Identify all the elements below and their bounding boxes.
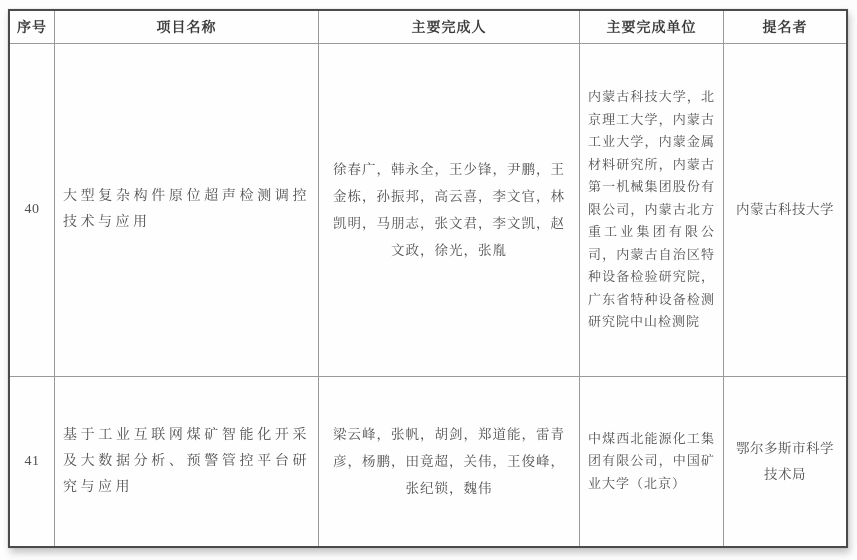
row41-main-units [580,377,724,546]
row40-main-contributors-text: 徐春广，韩永全，王少锋，尹鹏，王金栋，孙振邦，高云喜，李文官，林凯明，马朋志，张文君，李文凯，赵文政，徐光，张胤 [333,162,565,258]
row40-main-units-text: 内蒙古科技大学，北京理工大学，内蒙古工业大学，内蒙金属材料研究所，内蒙古第一机械集团股份有限公司，内蒙古北方重工业集团有限公司，内蒙古自治区特种设备检验研究院，广东省特种设备检测研究院中山检测院 [588,89,715,330]
column-header-main-units: 主要完成单位 [580,11,724,44]
row40-serial-number: 40 [10,44,55,377]
award-projects-table [8,9,848,548]
row40-project-name-text: 大型复杂构件原位超声检测调控技术与应用 [63,189,310,230]
row40-nominator-text: 内蒙古科技大学 [736,202,834,217]
row41-project-name-text: 基于工业互联网煤矿智能化开采及大数据分析、预警管控平台研究与应用 [63,427,310,495]
row40-nominator [724,44,846,377]
row40-main-contributors [319,44,580,377]
row40-main-units [580,44,724,377]
column-header-serial: 序号 [10,11,55,44]
row41-project-name [55,377,319,546]
column-header-project-name: 项目名称 [55,11,319,44]
row41-serial-number: 41 [10,377,55,546]
row41-main-contributors [319,377,580,546]
column-header-main-contributors: 主要完成人 [319,11,580,44]
row41-main-contributors-text: 梁云峰，张帆，胡剑，郑道能，雷青彦，杨鹏，田竟超，关伟，王俊峰，张纪锁，魏伟 [333,427,565,496]
row40-project-name [55,44,319,377]
column-header-nominator: 提名者 [724,11,846,44]
row41-nominator [724,377,846,546]
row41-nominator-text: 鄂尔多斯市科学技术局 [736,440,834,482]
row41-main-units-text: 中煤西北能源化工集团有限公司，中国矿业大学（北京） [588,430,715,491]
